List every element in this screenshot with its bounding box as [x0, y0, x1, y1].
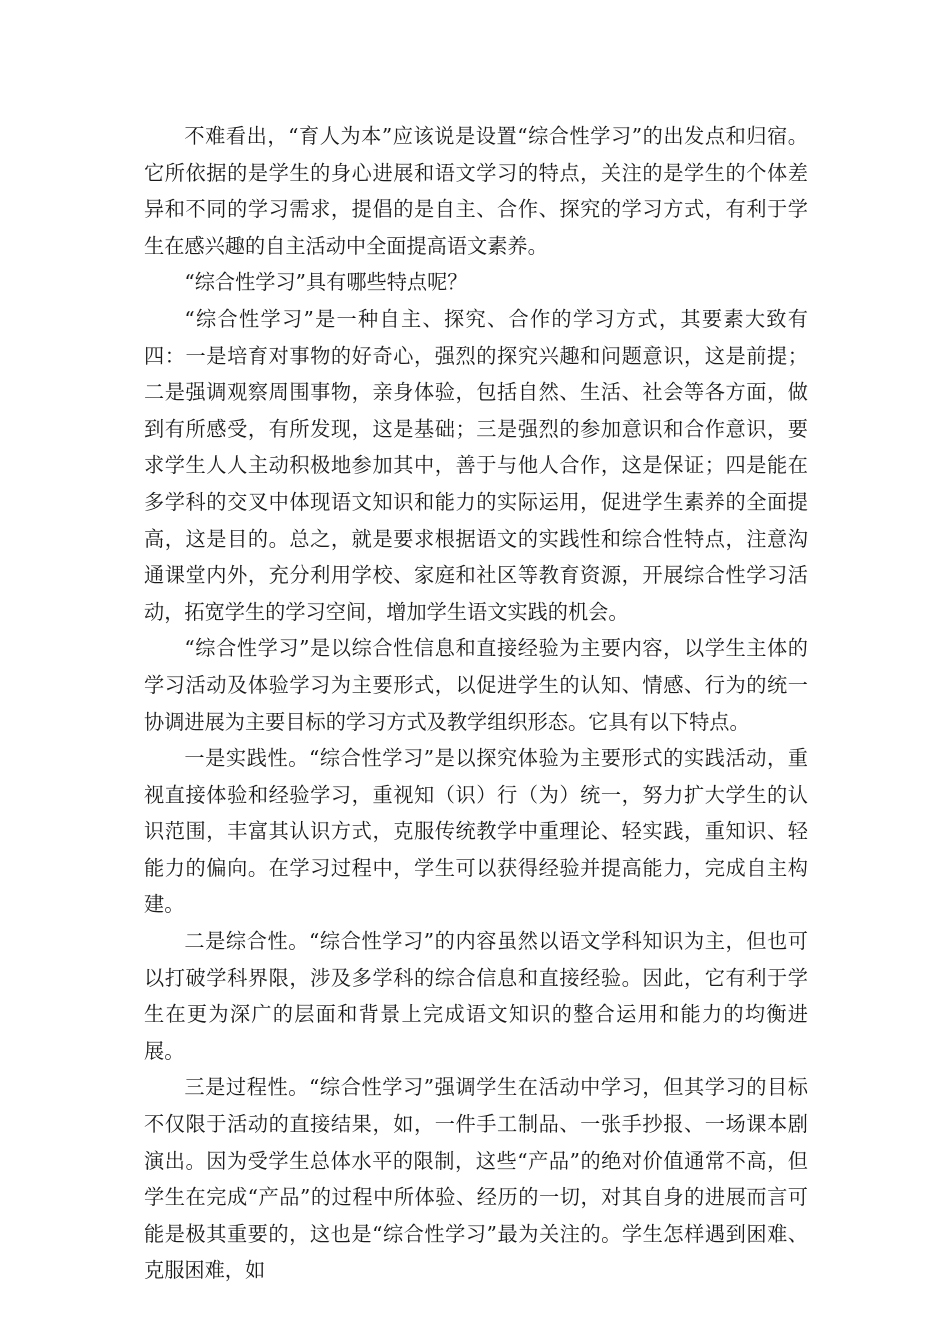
paragraph: 二是综合性。“综合性学习”的内容虽然以语文学科知识为主，但也可以打破学科界限，涉及多学科的综合信息和直接经验。因此，它有利于学生在更为深广的层面和背景上完成语文知识的整合运用和能力的均衡进展。: [144, 929, 808, 1063]
paragraph: “综合性学习”是一种自主、探究、合作的学习方式，其要素大致有四：一是培育对事物的好奇心，强烈的探究兴趣和问题意识，这是前提；二是强调观察周围事物，亲身体验，包括自然、生活、社会等各方面，做到有所感受，有所发现，这是基础；三是强烈的参加意识和合作意识，要求学生人人主动积极地参加其中，善于与他人合作，这是保证；四是能在多学科的交叉中体现语文知识和能力的实际运用，促进学生素养的全面提高，这是目的。总之，就是要求根据语文的实践性和综合性特点，注意沟通课堂内外，充分利用学校、家庭和社区等教育资源，开展综合性学习活动，拓宽学生的学习空间，增加学生语文实践的机会。: [144, 306, 808, 624]
paragraph: 不难看出，“育人为本”应该说是设置“综合性学习”的出发点和归宿。它所依据的是学生的身心进展和语文学习的特点，关注的是学生的个体差异和不同的学习需求，提倡的是自主、合作、探究的学习方式，有利于学生在感兴趣的自主活动中全面提高语文素养。: [144, 124, 808, 258]
paragraph: “综合性学习”是以综合性信息和直接经验为主要内容，以学生主体的学习活动及体验学习为主要形式，以促进学生的认知、情感、行为的统一协调进展为主要目标的学习方式及教学组织形态。它具有以下特点。: [144, 636, 808, 734]
paragraph: 三是过程性。“综合性学习”强调学生在活动中学习，但其学习的目标不仅限于活动的直接结果，如，一件手工制品、一张手抄报、一场课本剧演出。因为受学生总体水平的限制，这些“产品”的绝对价值通常不高，但学生在完成“产品”的过程中所体验、经历的一切，对其自身的进展而言可能是极其重要的，这也是“综合性学习”最为关注的。学生怎样遇到困难、克服困难，如: [144, 1075, 808, 1283]
document-body: [144, 118, 808, 1289]
paragraph: 一是实践性。“综合性学习”是以探究体验为主要形式的实践活动，重视直接体验和经验学习，重视知（识）行（为）统一，努力扩大学生的认识范围，丰富其认识方式，克服传统教学中重理论、轻实践，重知识、轻能力的偏向。在学习过程中，学生可以获得经验并提高能力，完成自主构建。: [144, 746, 808, 917]
paragraph: “综合性学习”具有哪些特点呢？: [184, 270, 468, 295]
